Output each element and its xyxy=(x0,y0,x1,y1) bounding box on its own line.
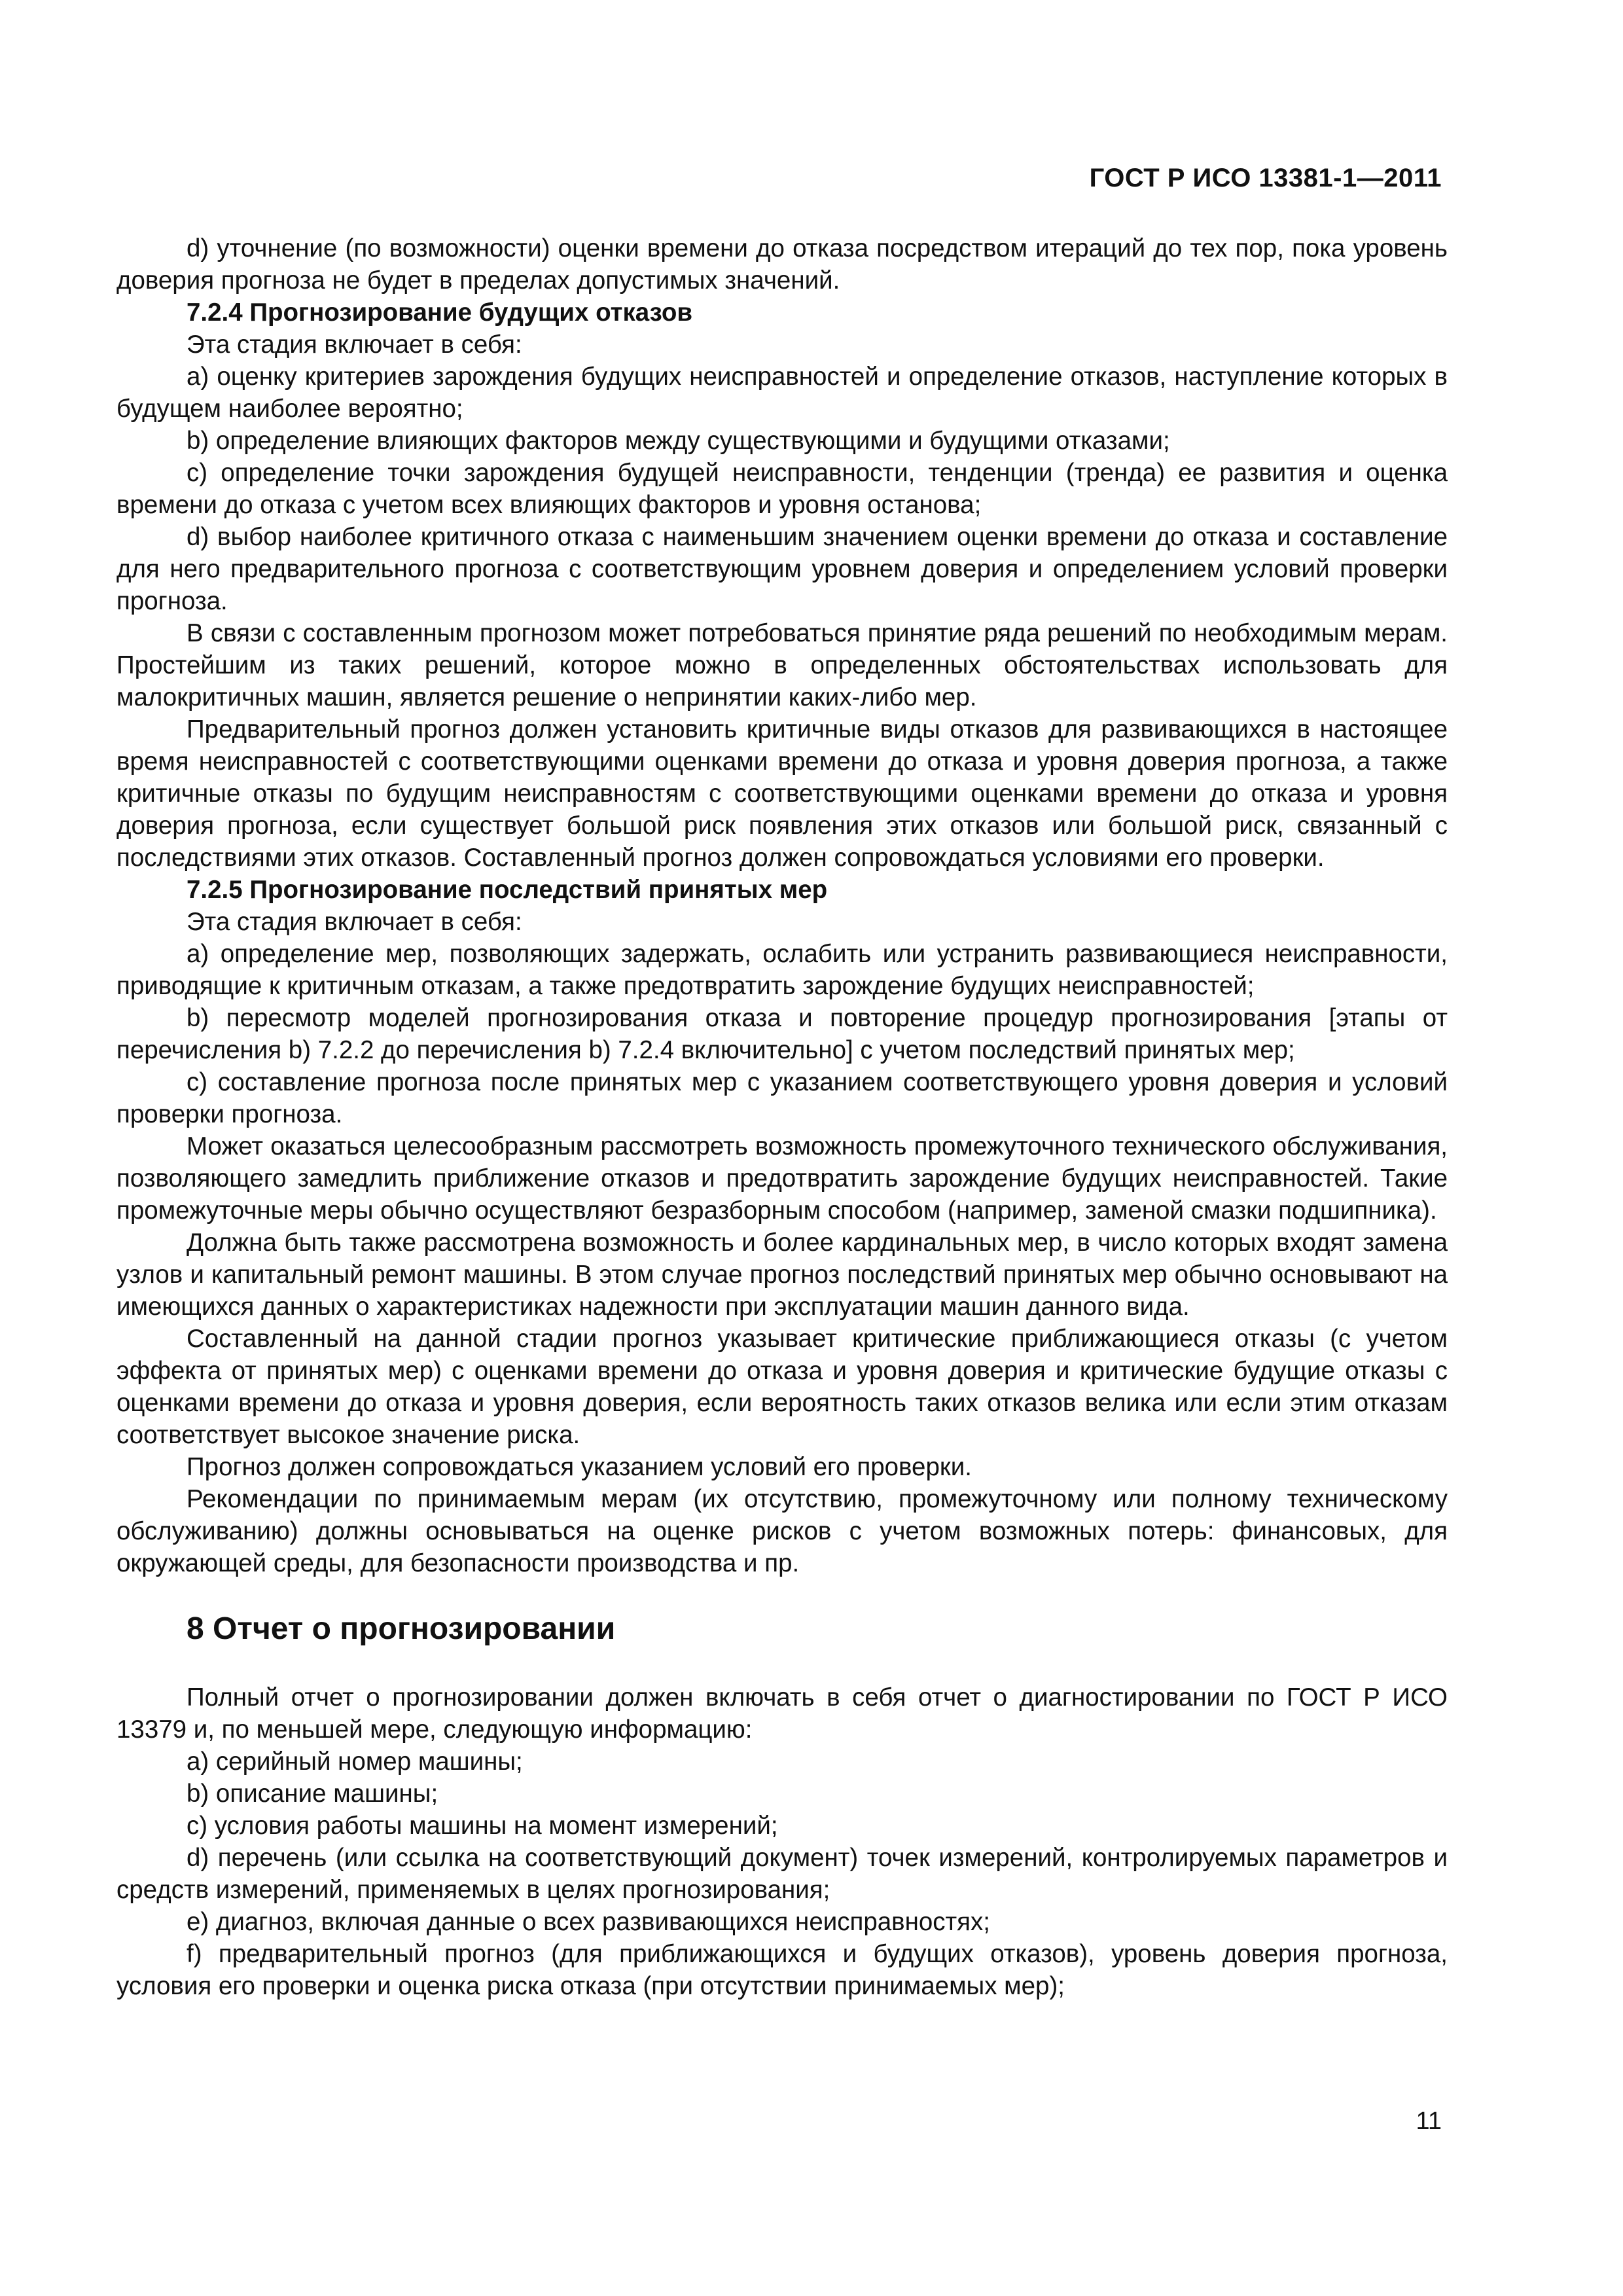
list-item: f) предварительный прогноз (для приближающихся и будущих отказов), уровень доверия прогноза, условия его проверки и оценка риска отказа (при отсутствии принимаемых мер); xyxy=(116,1940,1448,2000)
paragraph: Предварительный прогноз должен установить критичные виды отказов для развивающихся в настоящее время неисправностей с соответствующими оценками времени до отказа и уровня доверия прогноза, а также критичные отказы по будущим неисправностям с соответствующими оценками времени до отказа и уровня доверия прогноза, если существует большой риск появления этих отказов или большой риск, связанный с последствиями этих отказов. Составленный прогноз должен сопровождаться условиями его проверки. xyxy=(116,715,1448,872)
section-heading: 7.2.4 Прогнозирование будущих отказов xyxy=(187,298,693,327)
paragraph: Прогноз должен сопровождаться указанием условий его проверки. xyxy=(187,1453,972,1481)
page-number: 11 xyxy=(1416,2108,1442,2135)
list-item: a) оценку критериев зарождения будущих неисправностей и определение отказов, наступление которых в будущем наиболее вероятно; xyxy=(116,363,1448,423)
list-item: a) определение мер, позволяющих задержать, ослабить или устранить развивающиеся неисправности, приводящие к критичным отказам, а также предотвратить зарождение будущих неисправностей; xyxy=(116,940,1448,1000)
paragraph: В связи с составленным прогнозом может потребоваться принятие ряда решений по необходимым мерам. Простейшим из таких решений, которое можно в определенных обстоятельствах использовать для малокритичных машин, является решение о непринятии каких-либо мер. xyxy=(116,619,1448,711)
paragraph: Рекомендации по принимаемым мерам (их отсутствию, промежуточному или полному техническому обслуживанию) должны основываться на оценке рисков с учетом возможных потерь: финансовых, для окружающей среды, для безопасности производства и пр. xyxy=(116,1485,1448,1577)
paragraph: Может оказаться целесообразным рассмотреть возможность промежуточного технического обслуживания, позволяющего замедлить приближение отказов и предотвратить зарождение будущих неисправностей. Такие промежуточные меры обычно осуществляют безразборным способом (например, заменой смазки подшипника). xyxy=(116,1132,1448,1225)
list-item: d) выбор наиболее критичного отказа с наименьшим значением оценки времени до отказа и составление для него предварительного прогноза с соответствующим уровнем доверия и определением условий проверки прогноза. xyxy=(116,523,1448,615)
document-body xyxy=(116,232,1448,2002)
list-item: b) пересмотр моделей прогнозирования отказа и повторение процедур прогнозирования [этапы от перечисления b) 7.2.2 до перечисления b) 7.2.4 включительно] с учетом последствий принятых мер; xyxy=(116,1004,1448,1064)
list-item: a) серийный номер машины; xyxy=(187,1748,523,1776)
document-id-header: ГОСТ Р ИСО 13381-1—2011 xyxy=(1089,164,1442,192)
chapter-heading: 8 Отчет о прогнозировании xyxy=(187,1611,616,1646)
list-item: b) определение влияющих факторов между существующими и будущими отказами; xyxy=(187,427,1170,455)
list-item: e) диагноз, включая данные о всех развивающихся неисправностях; xyxy=(187,1908,990,1936)
paragraph: d) уточнение (по возможности) оценки времени до отказа посредством итераций до тех пор, пока уровень доверия прогноза не будет в пределах допустимых значений. xyxy=(116,234,1448,295)
list-item: d) перечень (или ссылка на соответствующий документ) точек измерений, контролируемых параметров и средств измерений, применяемых в целях прогнозирования; xyxy=(116,1844,1448,1904)
paragraph: Полный отчет о прогнозировании должен включать в себя отчет о диагностировании по ГОСТ Р ИСО 13379 и, по меньшей мере, следующую информацию: xyxy=(116,1683,1448,1744)
list-item: b) описание машины; xyxy=(187,1780,438,1808)
paragraph: Составленный на данной стадии прогноз указывает критические приближающиеся отказы (с учетом эффекта от принятых мер) с оценками времени до отказа и уровня доверия и критические будущие отказы с оценками времени до отказа и уровня доверия, если вероятность таких отказов велика или если этим отказам соответствует высокое значение риска. xyxy=(116,1325,1448,1449)
list-item: c) составление прогноза после принятых мер с указанием соответствующего уровня доверия и условий проверки прогноза. xyxy=(116,1068,1448,1128)
paragraph: Эта стадия включает в себя: xyxy=(187,908,522,936)
list-item: c) условия работы машины на момент измерений; xyxy=(187,1812,778,1840)
paragraph: Эта стадия включает в себя: xyxy=(187,331,522,359)
section-heading: 7.2.5 Прогнозирование последствий принятых мер xyxy=(187,876,828,904)
paragraph: Должна быть также рассмотрена возможность и более кардинальных мер, в число которых входят замена узлов и капитальный ремонт машины. В этом случае прогноз последствий принятых мер обычно основывают на имеющихся данных о характеристиках надежности при эксплуатации машин данного вида. xyxy=(116,1229,1448,1321)
list-item: c) определение точки зарождения будущей неисправности, тенденции (тренда) ее развития и оценка времени до отказа с учетом всех влияющих факторов и уровня останова; xyxy=(116,459,1448,519)
